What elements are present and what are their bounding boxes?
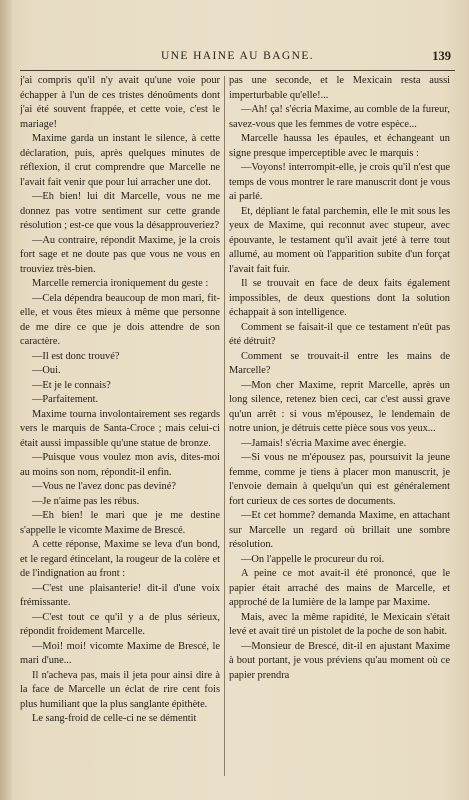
paragraph: j'ai compris qu'il n'y avait qu'une voie pour échapper à l'un de ces tristes dénoûments dont j'ai été souvent frappée, et cette voie, c'est le mariage!: [20, 75, 220, 130]
paragraph: —Si vous ne m'épousez pas, poursuivit la jeune femme, comme je tiens à placer mon manuscrit, je l'envoie demain à quelqu'un qui est généralement fort curieux de ces sortes de documents.: [229, 452, 450, 507]
paragraph: Il se trouvait en face de deux faits également impossibles, de deux questions dont la solution échappait à son intelligence.: [229, 278, 450, 318]
paragraph: —C'est une plaisanterie! dit-il d'une voix frémissante.: [20, 582, 220, 608]
paragraph: —Au contraire, répondit Maxime, je la crois fort sage et ne doute pas que vous ne vous en trouviez très-bien.: [20, 234, 220, 275]
right-column: [229, 74, 450, 786]
paragraph: A peine ce mot avait-il été prononcé, que le papier était arraché des mains de Marcelle, et approché de la lumière de la lampe par Maxime.: [229, 568, 450, 608]
paragraph: —Et je le connais?: [32, 379, 111, 391]
paragraph: —Puisque vous voulez mon avis, dites-moi au moins son nom, répondit-il enfin.: [20, 452, 220, 478]
paragraph: —Cela dépendra beaucoup de mon mari, fit-elle, et vous êtes mieux à même que personne de me dire ce que je dois attendre de son caractère.: [20, 292, 220, 347]
paragraph: —Moi! moi! vicomte Maxime de Brescé, le mari d'une...: [20, 640, 220, 666]
paragraph: Marcelle haussa les épaules, et échangeant un signe presque imperceptible avec le marquis :: [229, 133, 450, 159]
paragraph: Il n'acheva pas, mais il jeta pour ainsi dire à la face de Marcelle un éclat de rire cent fois plus humiliant que la plus sanglante épithète.: [20, 669, 220, 710]
paragraph: —Eh bien! le mari que je me destine s'appelle le vicomte Maxime de Brescé.: [20, 510, 220, 536]
paragraph: —Oui.: [32, 365, 61, 376]
paragraph: —C'est tout ce qu'il y a de plus sérieux, répondit froidement Marcelle.: [20, 611, 220, 637]
paragraph: Le sang-froid de celle-ci ne se démentit: [32, 713, 197, 724]
paragraph: —Voyons! interrompit-elle, je crois qu'il n'est que temps de vous montrer le rare manuscrit dont je vous ai parlé.: [229, 162, 450, 202]
paragraph: —Parfaitement.: [32, 394, 99, 405]
column-divider: [224, 76, 225, 776]
page-header: [20, 50, 455, 68]
paragraph: Comment se trouvait-il entre les mains de Marcelle?: [229, 350, 450, 376]
paragraph: Marcelle remercia ironiquement du geste :: [32, 278, 209, 289]
paragraph: —Eh bien! lui dit Marcelle, vous ne me donnez pas votre sentiment sur cette grande résolution ; est-ce que vous la désapprouveriez?: [20, 191, 220, 231]
paragraph: Et, dépliant le fatal parchemin, elle le mit sous les yeux de Maxime, qui reconnut avec stupeur, avec épouvante, le testament qu'il avait jeté à terre tout allumé, au moment où l'apparition subite d'un forçat l'avait fait fuir.: [229, 205, 450, 275]
paragraph: —Monsieur de Brescé, dit-il en ajustant Maxime à bout portant, je vous préviens qu'au moment où ce papier prendra: [229, 640, 450, 681]
paragraph: pas une seconde, et le Mexicain resta aussi imperturbable qu'elle!...: [229, 75, 450, 101]
paragraph: —On l'appelle le procureur du roi.: [241, 553, 385, 565]
paragraph: Comment se faisait-il que ce testament n'eût pas été détruit?: [229, 321, 450, 347]
paragraph: —Mon cher Maxime, reprit Marcelle, après un long silence, retenez bien ceci, car c'est aussi grave qu'un arrêt : si vous m'épousez, le lendemain de notre union, je détruis cette pièce sous vos yeux...: [229, 379, 450, 434]
paragraph: —Ah! ça! s'écria Maxime, au comble de la fureur, savez-vous que les femmes de votre espèce...: [229, 104, 450, 130]
paragraph: —Jamais! s'écria Maxime avec énergie.: [241, 437, 407, 449]
page-gutter: [0, 0, 12, 800]
paragraph: Maxime garda un instant le silence, à cette déclaration, puis, après quelques minutes de réflexion, il crut comprendre que Marcelle ne l'avait fait venir que pour lui arracher une dot.: [20, 133, 220, 188]
paragraph: A cette réponse, Maxime se leva d'un bond, et le regard étincelant, la rougeur de la colère et de l'indignation au front :: [20, 539, 220, 579]
left-column: [20, 74, 220, 786]
paragraph: Maxime tourna involontairement ses regards vers le marquis de Santa-Croce ; mais celui-ci était aussi impassible qu'une statue de bronze.: [20, 408, 220, 449]
paragraph: —Et cet homme? demanda Maxime, en attachant sur Marcelle un regard où brillait une sombre résolution.: [229, 510, 450, 550]
header-rule: [20, 70, 455, 71]
paragraph: —Je n'aime pas les rébus.: [32, 495, 140, 507]
paragraph: —Il est donc trouvé?: [32, 350, 120, 362]
paragraph: Mais, avec la même rapidité, le Mexicain s'était levé et avait tiré un pistolet de la poche de son habit.: [229, 611, 450, 637]
page-number: 139: [432, 49, 451, 63]
running-title: UNE HAINE AU BAGNE.: [160, 50, 315, 62]
paragraph: —Vous ne l'avez donc pas deviné?: [32, 481, 176, 492]
